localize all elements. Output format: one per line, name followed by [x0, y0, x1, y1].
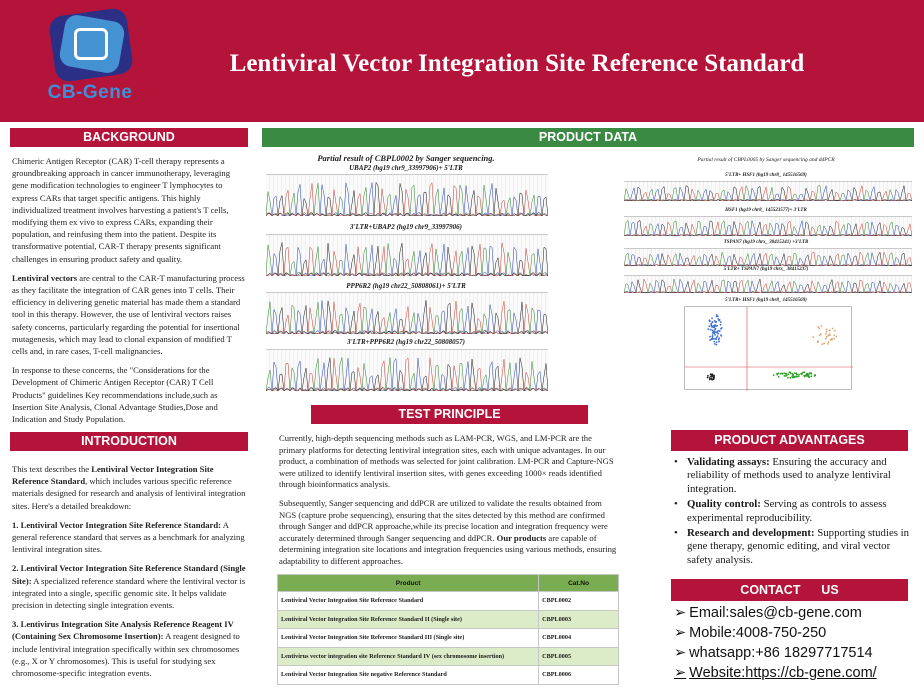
trace-line [624, 186, 912, 201]
test-principle-paragraph-2-end: are capable of determining integration site locations and integration frequencies using various methods, ensuring adaptability to different approaches. [279, 532, 617, 566]
droplet-dot [791, 375, 793, 377]
background-paragraph-2 [12, 272, 248, 357]
table-row [278, 592, 619, 611]
droplet-dot [796, 374, 798, 376]
trace-label: 3'LTR+UBAP2 (hg19 chr9_33997906) [350, 223, 462, 231]
cat-no-cell: CBPL0003 [539, 610, 619, 629]
droplet-dot [716, 337, 718, 339]
introduction-lead-bold: Lentiviral Vector Integration Site Reference Standard [12, 464, 214, 487]
trace-label: HSF1 (hg19 chr8_ 145523577)+ 3'LTR [725, 208, 807, 213]
droplet-dot [809, 372, 811, 374]
droplet-dot [786, 373, 788, 375]
introduction-lead-end: , which includes various specific reference materials designed for research and analysis of lentiviral integration sites. Here's a detailed breakdown: [12, 476, 246, 511]
droplet-dot [778, 376, 780, 378]
trace-line [624, 186, 912, 201]
arrow-icon: ➢ [674, 645, 687, 661]
droplet-dot [808, 375, 810, 377]
droplet-dot [713, 341, 715, 343]
cat-no-cell: CBPL0005 [539, 647, 619, 666]
droplet-dot [712, 373, 714, 375]
droplet-dot [712, 334, 714, 336]
advantage-title: Research and development: [687, 527, 815, 540]
droplet-dot [812, 336, 814, 338]
droplet-dot [805, 374, 807, 376]
droplet-dot [713, 330, 715, 332]
background-paragraph-2-rest: are central to the CAR-T manufacturing process as they facilitate the integration of CAR genes into T cells. Their efficiency in delivering genetic material has made them a standard tool in this therapy. However, the use of lentiviral vectors raises safety concerns, particularly regarding the potential for insertional mutagenesis, which may lead to clonal expansion of modified T cells and, in rare cases, T-cell malignancies. [12, 272, 245, 357]
trace-line [624, 279, 912, 293]
droplet-dot [826, 336, 828, 338]
droplet-dot [828, 341, 830, 343]
droplet-dot [707, 375, 709, 377]
droplet-dot [715, 321, 717, 323]
droplet-dot [820, 333, 822, 335]
droplet-dot [817, 341, 819, 343]
trace-label: TSPAN7 (hg19 chrx_ 38415241) +3'LTR [723, 240, 809, 245]
product-name-cell: Lentiviral Vector Integration Site Reference Standard III (Single site) [278, 629, 539, 648]
droplet-dot [822, 343, 824, 345]
droplet-dot [825, 338, 827, 340]
droplet-dot [720, 335, 722, 337]
sanger-chromatogram [624, 181, 912, 201]
droplet-dot [716, 332, 718, 334]
products-table [277, 574, 619, 685]
trace-line [266, 301, 548, 334]
droplet-dot [831, 339, 833, 341]
droplet-dot [783, 372, 785, 374]
sanger-chromatogram [266, 349, 548, 391]
product-name-cell: Lentivirus vector integration site Reference Standard IV (sex chromosome insertion) [278, 647, 539, 666]
arrow-icon: ➢ [674, 625, 687, 641]
intro-item-desc: A specialized reference standard where the lentiviral vector is integrated into a single, specific genomic site. It helps validate precision in detecting single integration events. [12, 575, 246, 611]
arrow-icon: ➢ [674, 605, 687, 621]
contact-heading: CONTACT US [671, 579, 908, 601]
droplet-dot [773, 374, 775, 376]
trace-line [266, 183, 548, 216]
intro-item-desc: A general reference standard that serves as a benchmark for analyzing lentiviral integration sites. [12, 519, 245, 555]
intro-item-2 [12, 562, 248, 611]
trace-label: 5'LTR+ HSF1 (hg19 chr8_ 145516569) [725, 298, 807, 303]
droplet-dot [789, 377, 791, 379]
droplet-dot [718, 337, 720, 339]
contact-email-text: Email:sales@cb-gene.com [689, 605, 862, 621]
contact-mobile[interactable] [674, 625, 826, 641]
droplet-dot [713, 327, 715, 329]
trace-line [624, 279, 912, 293]
droplet-dot [717, 316, 719, 318]
droplet-dot [707, 377, 709, 379]
logo-text: CB-Gene [47, 82, 133, 103]
droplet-dot [790, 373, 792, 375]
introduction-heading: INTRODUCTION [10, 432, 248, 451]
droplet-dot [709, 339, 711, 341]
introduction-lead [12, 463, 248, 512]
droplet-dot [713, 378, 715, 380]
droplet-dot [720, 328, 722, 330]
advantage-item [674, 527, 914, 567]
sanger-chromatogram [624, 248, 912, 266]
test-principle-bold: Our products [496, 532, 547, 543]
droplet-dot [714, 343, 716, 345]
droplet-dot [823, 342, 825, 344]
droplet-dot [778, 373, 780, 375]
test-principle-text [279, 433, 619, 575]
droplet-dot [718, 341, 720, 343]
column-header-product: Product [278, 575, 539, 592]
trace-line [624, 186, 912, 201]
test-principle-paragraph-2 [279, 498, 619, 568]
droplet-dot [711, 375, 713, 377]
test-principle-paragraph-2-start: Subsequently, Sanger sequencing and ddPCR are utilized to validate the results obtained from NGS (capture probe sequencing), ensuring that the sites detected by this method are confirmed through Sanger and ddPCR approache,while its precise location and integration frequency were accurately determined through Sanger sequencing and ddPCR. [279, 497, 608, 543]
trace-line [266, 183, 548, 216]
droplet-dot [720, 321, 722, 323]
trace-label: UBAP2 (hg19 chr9_33997906)+ 5'LTR [349, 164, 463, 172]
trace-label: 5'LTR+ HSF1 (hg19 chr8_ 145516569) [725, 173, 807, 178]
droplet-dot [827, 343, 829, 345]
intro-item-desc: A reagent designed to include lentiviral integration specifically within sex chromosomes (e.g., X or Y chromosomes). This is useful for studying sex chromosome-specific integration events. [12, 631, 240, 679]
droplet-dot [834, 330, 836, 332]
contact-website-text: Website:https://cb-gene.com/ [689, 665, 877, 681]
trace-label: PPP6R2 (hg19 chr22_50808061)+ 5'LTR [346, 282, 466, 290]
sanger-chromatogram [624, 275, 912, 293]
sanger-chromatogram [266, 234, 548, 276]
droplet-dot [826, 329, 828, 331]
droplet-dot [833, 334, 835, 336]
trace-line [624, 279, 912, 293]
droplet-dot [829, 330, 831, 332]
droplet-dot [715, 328, 717, 330]
droplet-dot [714, 338, 716, 340]
cb-gene-logo [30, 6, 150, 116]
title-banner [0, 0, 924, 122]
arrow-icon: ➢ [674, 665, 687, 681]
background-bold-term: Lentiviral vectors [12, 272, 78, 283]
cat-no-cell: CBPL0004 [539, 629, 619, 648]
droplet-dot [794, 372, 796, 374]
droplet-dot [788, 374, 790, 376]
ddpcr-plot-graphic [685, 307, 853, 391]
droplet-dot [832, 328, 834, 330]
cat-no-cell: CBPL0002 [539, 592, 619, 611]
droplet-dot [825, 333, 827, 335]
droplet-dot [707, 328, 709, 330]
product-data-heading: PRODUCT DATA [262, 128, 914, 147]
droplet-dot [713, 332, 715, 334]
droplet-dot [716, 325, 718, 327]
droplet-dot [709, 336, 711, 338]
sanger-chromatogram [266, 292, 548, 334]
droplet-dot [836, 336, 838, 338]
droplet-dot [794, 376, 796, 378]
advantage-title: Quality control: [687, 498, 761, 511]
droplet-dot [826, 331, 828, 333]
droplet-dot [821, 325, 823, 327]
contact-whatsapp[interactable] [674, 645, 873, 661]
test-principle-paragraph-1: Currently, high-depth sequencing methods such as LAM-PCR, WGS, and LM-PCR are the primary platforms for detecting lentiviral integration sites, each with unique advantages. In our product, a combination of methods was selected for joint calibration. LM-PCR and Capture-NGS were utilized to identify lentiviral insertion sites, with genes exceeding 1000× reads identified through bioinformatics analysis. [279, 433, 614, 490]
background-heading: BACKGROUND [10, 128, 248, 147]
droplet-dot [710, 324, 712, 326]
droplet-dot [711, 318, 713, 320]
contact-email[interactable] [674, 605, 862, 621]
droplet-dot [798, 375, 800, 377]
contact-mobile-text: Mobile:4008-750-250 [689, 625, 827, 641]
droplet-dot [806, 373, 808, 375]
background-paragraph-3: In response to these concerns, the "Considerations for the Development of Chimeric Antigen Receptor (CAR) T Cell Products" guidelines Key recommendations include,such as Insertion Site Analysis, Clonal Advantage Studies,Dose and Indication and Study Population. [12, 365, 218, 425]
trace-line [624, 186, 912, 201]
trace-line [624, 279, 912, 293]
product-name-cell: Lentiviral Vector Integration Site negative Reference Standard [278, 666, 539, 685]
table-row [278, 647, 619, 666]
droplet-dot [711, 326, 713, 328]
droplet-dot [714, 325, 716, 327]
droplet-dot [789, 371, 791, 373]
droplet-dot [709, 377, 711, 379]
product-name-cell: Lentiviral Vector Integration Site Reference Standard [278, 592, 539, 611]
droplet-dot [712, 322, 714, 324]
sanger-caption-right: Partial result of CBPL0005 by Sanger sequencing and ddPCR [697, 157, 835, 163]
trace-line [266, 183, 548, 216]
advantage-desc: Supporting studies in gene therapy, genomic editing, and viral vector safety analysis. [687, 527, 910, 566]
ddpcr-scatter-plot [684, 306, 852, 390]
trace-line [266, 243, 548, 276]
droplet-dot [782, 373, 784, 375]
droplet-dot [716, 341, 718, 343]
intro-item-1 [12, 519, 248, 556]
advantage-item [674, 498, 914, 525]
test-principle-heading: TEST PRINCIPLE [311, 405, 588, 424]
droplet-dot [780, 373, 782, 375]
advantage-desc: Ensuring the accuracy and reliability of methods used to analyze lentiviral integration. [687, 456, 891, 495]
droplet-dot [796, 376, 798, 378]
trace-label: 5'LTR+ TSPAN7 (hg19 chrx_ 38415237) [723, 267, 809, 272]
droplet-dot [833, 338, 835, 340]
background-paragraph-1: Chimeric Antigen Receptor (CAR) T-cell therapy represents a groundbreaking approach in cancer immunotherapy, leveraging gene modification technologies to engineer T lymphocytes to express CARs that target specific antigens. This highly individualized treatment involves harvesting a patient's T cells, modifying them ex vivo to express CARs, expanding their population, and reinfusing them into the patient. Despite its transformative potential, CAR-T therapy presents significant challenges in ensuring product safety and quality. [12, 156, 231, 264]
droplet-dot [798, 374, 800, 376]
table-row [278, 666, 619, 685]
droplet-dot [709, 325, 711, 327]
introduction-lead-start: This text describes the [12, 464, 92, 474]
advantage-item [674, 456, 914, 496]
trace-line [266, 358, 548, 391]
droplet-dot [810, 375, 812, 377]
contact-whatsapp-text: whatsapp:+86 18297717514 [689, 645, 873, 661]
droplet-dot [801, 374, 803, 376]
sanger-chromatogram [266, 174, 548, 216]
droplet-dot [720, 324, 722, 326]
droplet-dot [710, 329, 712, 331]
column-header-cat-no: Cat.No [539, 575, 619, 592]
background-text [12, 155, 248, 432]
droplet-dot [709, 319, 711, 321]
droplet-dot [716, 344, 718, 346]
logo-cube-icon [74, 28, 108, 60]
droplet-dot [802, 372, 804, 374]
advantages-list [674, 456, 914, 569]
droplet-dot [712, 329, 714, 331]
introduction-text [12, 463, 248, 686]
droplet-dot [804, 376, 806, 378]
droplet-dot [711, 338, 713, 340]
advantage-title: Validating assays: [687, 456, 770, 468]
page-title: Lentiviral Vector Integration Site Reference Standard [229, 50, 805, 77]
intro-item-3 [12, 618, 248, 679]
advantage-desc: Serving as controls to assess experimental reproducibility. [687, 498, 887, 524]
table-row [278, 629, 619, 648]
sanger-chromatogram [624, 216, 912, 236]
droplet-dot [716, 314, 718, 316]
intro-item-title: 3. Lentivirus Integration Site Analysis Reference Reagent IV (Containing Sex Chromosome Insertion): [12, 619, 234, 642]
droplet-dot [719, 319, 721, 321]
trace-line [266, 182, 548, 216]
advantages-heading: PRODUCT ADVANTAGES [671, 430, 908, 451]
droplet-dot [792, 373, 794, 375]
droplet-dot [829, 333, 831, 335]
product-name-cell: Lentiviral Vector Integration Site Reference Standard II (Single site) [278, 610, 539, 629]
intro-item-title: 1. Lentiviral Vector Integration Site Reference Standard: [12, 519, 222, 530]
table-row [278, 610, 619, 629]
sanger-caption-left: Partial result of CBPL0002 by Sanger sequencing. [317, 153, 495, 163]
droplet-dot [814, 375, 816, 377]
droplet-dot [719, 330, 721, 332]
trace-label: 3'LTR+PPP6R2 (hg19 chr22_50808057) [347, 338, 465, 346]
droplet-dot [713, 376, 715, 378]
contact-website-link[interactable] [674, 665, 877, 681]
intro-item-title: 2. Lentiviral Vector Integration Site Reference Standard (Single Site): [12, 563, 246, 586]
droplet-dot [787, 377, 789, 379]
droplet-dot [827, 335, 829, 337]
cat-no-cell: CBPL0006 [539, 666, 619, 685]
droplet-dot [819, 327, 821, 329]
table-header-row [278, 575, 619, 592]
